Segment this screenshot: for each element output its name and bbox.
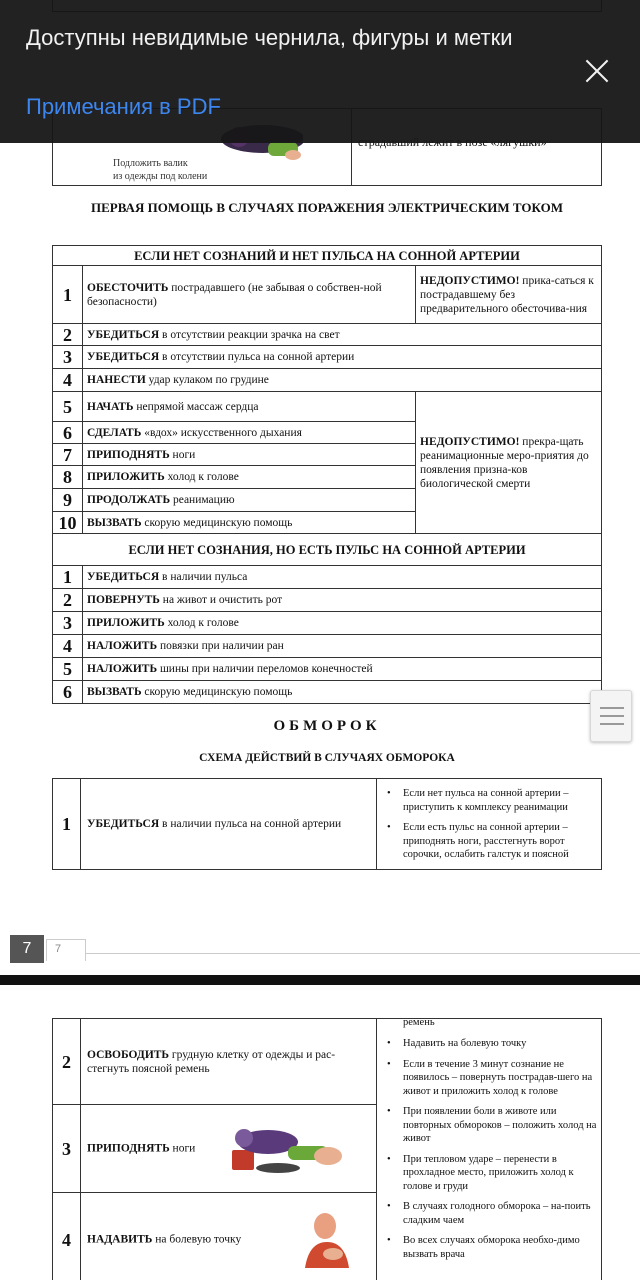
step-text: ПОВЕРНУТЬ на живот и очистить рот <box>83 589 602 612</box>
step-number: 7 <box>53 444 83 466</box>
step-number: 2 <box>53 324 83 346</box>
banner-title: Доступны невидимые чернила, фигуры и метки <box>26 25 513 50</box>
step-text: НАНЕСТИ удар кулаком по грудине <box>83 369 602 392</box>
step-number: 4 <box>53 635 83 658</box>
step-text: УБЕДИТЬСЯ в отсутствии реакции зрачка на свет <box>83 324 602 346</box>
table-row <box>53 635 602 658</box>
figure-caption: Подложить валик из одежды под колени <box>113 158 208 182</box>
step-number: 4 <box>53 1193 81 1280</box>
table-row <box>53 681 602 704</box>
step-number: 10 <box>53 512 83 534</box>
table-row <box>53 589 602 612</box>
table-row <box>53 324 602 346</box>
step-text: ПРИЛОЖИТЬ холод к голове <box>83 466 416 489</box>
electric-shock-table <box>52 245 602 704</box>
table-row <box>53 612 602 635</box>
bullet-item: • Во всех случаях обморока необхо-димо вызвать врача <box>381 1234 597 1261</box>
step-number: 6 <box>53 681 83 704</box>
features-banner <box>0 0 640 143</box>
faint-table-part2 <box>52 1018 602 1280</box>
bullets-cell <box>377 779 602 870</box>
bullet-item: • Если нет пульса на сонной артерии – приступить к комплексу реанимации <box>381 787 597 814</box>
step-text: НАЛОЖИТЬ повязки при наличии ран <box>83 635 602 658</box>
step-number: 3 <box>53 1105 81 1193</box>
step-text: УБЕДИТЬСЯ в наличии пульса <box>83 566 602 589</box>
no-pulse-header: ЕСЛИ НЕТ СОЗНАНИЙ И НЕТ ПУЛЬСА НА СОННОЙ АРТЕРИИ <box>53 246 602 266</box>
raise-legs-image <box>228 1120 348 1178</box>
table-row <box>53 1019 602 1105</box>
step-text: НАЛОЖИТЬ шины при наличии переломов конечностей <box>83 658 602 681</box>
table-row <box>53 346 602 369</box>
close-icon[interactable] <box>580 54 614 88</box>
step-number: 2 <box>53 1019 81 1105</box>
faint-subtitle: СХЕМА ДЕЙСТВИЙ В СЛУЧАЯХ ОБМОРОКА <box>199 752 455 764</box>
step-number: 3 <box>53 612 83 635</box>
warning-continue: НЕДОПУСТИМО! прекра-щать реанимационные меро-приятия до появления призна-ков биологической смерти <box>416 392 602 534</box>
step-number: 3 <box>53 346 83 369</box>
table-row <box>53 566 602 589</box>
bullets-cell <box>377 1019 602 1280</box>
table-row <box>53 658 602 681</box>
bullet-item: • Надавить на болевую точку <box>381 1037 597 1051</box>
scroll-handle[interactable] <box>590 690 632 742</box>
step-number: 1 <box>53 779 81 870</box>
step-number: 5 <box>53 658 83 681</box>
page-tab[interactable]: 7 <box>46 939 86 961</box>
pdf-notes-link[interactable]: Примечания в PDF <box>26 94 221 119</box>
step-number: 1 <box>53 566 83 589</box>
step-text: НАДАВИТЬ на болевую точку <box>81 1193 377 1280</box>
table-row <box>53 369 602 392</box>
faint-table-part1 <box>52 778 602 870</box>
bullet-item: • При появлении боли в животе или повторных обмороков – положить холод на живот <box>381 1105 597 1146</box>
electric-shock-title: ПЕРВАЯ ПОМОЩЬ В СЛУЧАЯХ ПОРАЖЕНИЯ ЭЛЕКТРИЧЕСКИМ ТОКОМ <box>90 200 564 215</box>
table-row <box>53 392 602 422</box>
step-text: ОБЕСТОЧИТЬ пострадавшего (не забывая о собствен-ной безопасности) <box>83 266 416 324</box>
step-number: 5 <box>53 392 83 422</box>
bullet-item: • Если в течение 3 минут сознание не появилось – повернуть пострадав-шего на живот и приложить холод к голове <box>381 1058 597 1099</box>
step-text: СДЕЛАТЬ «вдох» искусственного дыхания <box>83 422 416 444</box>
step-number: 2 <box>53 589 83 612</box>
current-page-badge[interactable]: 7 <box>10 935 44 963</box>
step-number: 1 <box>53 266 83 324</box>
warning-disconnect: НЕДОПУСТИМО! прика-саться к пострадавшему без предварительного обесточива-ния <box>416 266 602 324</box>
step-text: ПРИПОДНЯТЬ ноги <box>81 1105 377 1193</box>
pain-point-image <box>299 1210 355 1270</box>
pdf-page-8 <box>0 985 640 1280</box>
step-text: УБЕДИТЬСЯ в отсутствии пульса на сонной артерии <box>83 346 602 369</box>
step-text: ВЫЗВАТЬ скорую медицинскую помощь <box>83 681 602 704</box>
step-number: 4 <box>53 369 83 392</box>
bullet-item: • Если есть пульс на сонной артерии – приподнять ноги, расстегнуть ворот сорочки, ослабить галстук и поясной <box>381 821 597 862</box>
step-text: ПРИЛОЖИТЬ холод к голове <box>83 612 602 635</box>
faint-heading: ОБМОРОК <box>273 718 381 734</box>
table-row <box>53 779 602 870</box>
pulse-header: ЕСЛИ НЕТ СОЗНАНИЯ, НО ЕСТЬ ПУЛЬС НА СОННОЙ АРТЕРИИ <box>53 534 602 566</box>
page-tab-line <box>76 953 640 954</box>
step-number: 9 <box>53 489 83 512</box>
step-text: ПРИПОДНЯТЬ ноги <box>83 444 416 466</box>
table-row <box>53 266 602 324</box>
step-text: ОСВОБОДИТЬ грудную клетку от одежды и рас-стегнуть поясной ремень <box>81 1019 377 1105</box>
step-text: ПРОДОЛЖАТЬ реанимацию <box>83 489 416 512</box>
step-text: УБЕДИТЬСЯ в наличии пульса на сонной артерии <box>81 779 377 870</box>
page-separator <box>0 975 640 985</box>
step-text: ВЫЗВАТЬ скорую медицинскую помощь <box>83 512 416 534</box>
step-number: 8 <box>53 466 83 489</box>
step-text: НАЧАТЬ непрямой массаж сердца <box>83 392 416 422</box>
bullet-item: • При тепловом ударе – перенести в прохладное место, приложить холод к голове и груди <box>381 1153 597 1194</box>
bullet-item: • В случаях голодного обморока – на-поить сладким чаем <box>381 1200 597 1227</box>
step-number: 6 <box>53 422 83 444</box>
continued-text: ремень <box>403 1017 435 1028</box>
